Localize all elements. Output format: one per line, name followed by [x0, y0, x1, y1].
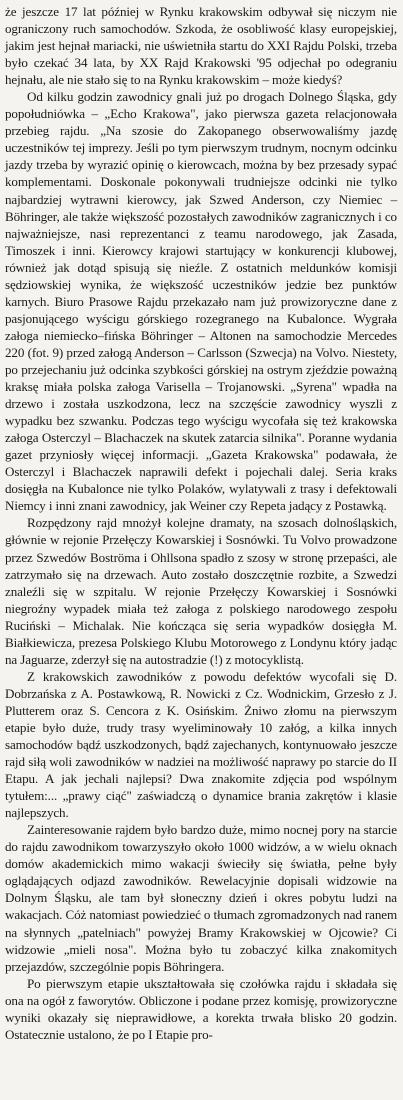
article-paragraph-1: że jeszcze 17 lat później w Rynku krakowskim odbywał się niczym nie ograniczony ruch samochodów. Szkoda, że osobliwość klasy europejskiej, jakim jest hejnał mariacki, nie uświetniła startu do XXI Rajdu Polski, trzeba było czekać 34 lata, by XX Rajd Krakowski '95 odjechał po odegraniu hejnału, ale nie stało się to na Rynku krakowskim – może kiedyś? — [5, 4, 397, 88]
article-paragraph-6: Po pierwszym etapie ukształtowała się czołówka rajdu i składała się ona na ogół z faworytów. Obliczone i podane przez komisję, prowizoryczne wyniki okazały się nieprawidłowe, a korekta trwała blisko 20 godzin. Ostatecznie ustalono, że po I Etapie pro- — [5, 975, 397, 1042]
article-paragraph-5: Zainteresowanie rajdem było bardzo duże, mimo nocnej pory na starcie do rajdu zawodnikom towarzyszyło około 1000 widzów, a w wielu oknach domów akademickich mimo wakacji świeciły się światła, pełne były oglądających odjazd zawodników. Rewelacyjnie dopisali widzowie na Dolnym Śląsku, ale tam był słoneczny dzień i okres pobytu ludzi na wakacjach. Cóż natomiast powiedzieć o tłumach zgromadzonych nad ranem na słynnych „patelniach" powyżej Bramy Krakowskiej w Ojcowie? Ci widzowie „mieli nosa". Można było tu zobaczyć kilka znakomitych przejazdów, szczególnie popis Böhringera. — [5, 822, 398, 974]
article-paragraph-2: Od kilku godzin zawodnicy gnali już po drogach Dolnego Śląska, gdy popołudniówka – „Echo Krakowa", jako pierwsza gazeta relacjonowała przebieg rajdu. „Na szosie do Zakopanego obserwowaliśmy jazdę uczestników tej imprezy. Jeśli po tym pierwszym trudnym, nocnym odcinku jazdy trzeba by wyrazić opinię o kierowcach, można by bez przesady sypać komplementami. Doskonale pokonywali trudniejsze odcinki nie tylko najbardziej wytrawni kierowcy, jak Szwed Anderson, czy Niemiec – Böhringer, ale także większość pozostałych zawodników zagranicznych i co najważniejsze, nasi reprezentanci z teamu narodowego, jak Zasada, Timoszek i inni. Kierowcy krajowi startujący w konkurencji klubowej, również jak dotąd spisują się nieźle. Z ostatnich meldunków komisji sędziowskiej wynika, że większość uczestników jedzie bez punktów karnych. Biuro Prasowe Rajdu przekazało nam już prowizoryczne dane z pasjonującego wyścigu górskiego rozegranego na Kubalonce. Wygrała załoga niemiecko–fińska Böhringer – Altonen na samochodzie Mercedes 220 (fot. 9) przed załogą Anderson – Carlsson (Szwecja) na Volvo. Niestety, po przejechaniu już odcinka szybkości górskiej na ostrym zjeździe poważną kraksę miała polska załoga Varisella – Trojanowski. „Syrena" wpadła na drzewo i została uszkodzona, lecz na szczęście zawodnicy wyszli z wypadku bez szwanku. Podczas tego wyścigu wycofała się też krakowska załoga Osterczyl – Blachaczek na skutek zatarcia silnika". Poranne wydania gazet przyniosły więcej informacji. „Gazeta Krakowska" podawała, że Osterczyl i Blachaczek naprawili defekt i pojechali dalej. Seria kraks dosięgła na Kubalonce nie tylko Polaków, wylatywali z trasy i defektowali Niemcy i inni znani zawodnicy, jak Weiner czy Repeta jadący z Postawką. — [5, 89, 397, 514]
article-paragraph-4: Z krakowskich zawodników z powodu defektów wycofali się D. Dobrzańska z A. Postawkową, R. Nowicki z Cz. Wodnickim, Grzesło z J. Plutterem oraz S. Cencora z K. Osińskim. Żniwo złomu na pierwszym etapie było duże, trudy trasy wyeliminowały 10 załóg, a kilka innych samochodów bądź uszkodzonych, bądź zajechanych, kontynuowało jeszcze rajd siłą woli zawodników w nadziei na możliwość naprawy po starcie do II Etapu. A jak jechali najlepsi? Dwa znakomite zdjęcia pod wspólnym tytułem:... „prawy ciąć" zaświadczą o dynamice brania zakrętów i klasie najlepszych. — [5, 668, 397, 821]
article-paragraph-3: Rozpędzony rajd mnożył kolejne dramaty, na szosach dolnośląskich, głównie w rejonie Przełęczy Kowarskiej i Sosnówki. Tu Volvo prowadzone przez Szwedów Boströma i Ohllsona spadło z szosy w stronę przepaści, ale zatrzymało się na drzewach. Auto zostało doszczętnie rozbite, a Szwedzi znaleźli się w szpitalu. W rejonie Przełęczy Kowarskiej i Sosnówki niegroźny wypadek miała też załoga z polskiego narodowego zespołu Ruciński – Michalak. Nie kończąca się seria wypadków dosięgła M. Białkiewicza, prezesa Polskiego Klubu Motorowego z Londynu który jadąc na Jaguarze, zderzył się na autostradzie (!) z motocyklistą. — [5, 515, 397, 667]
